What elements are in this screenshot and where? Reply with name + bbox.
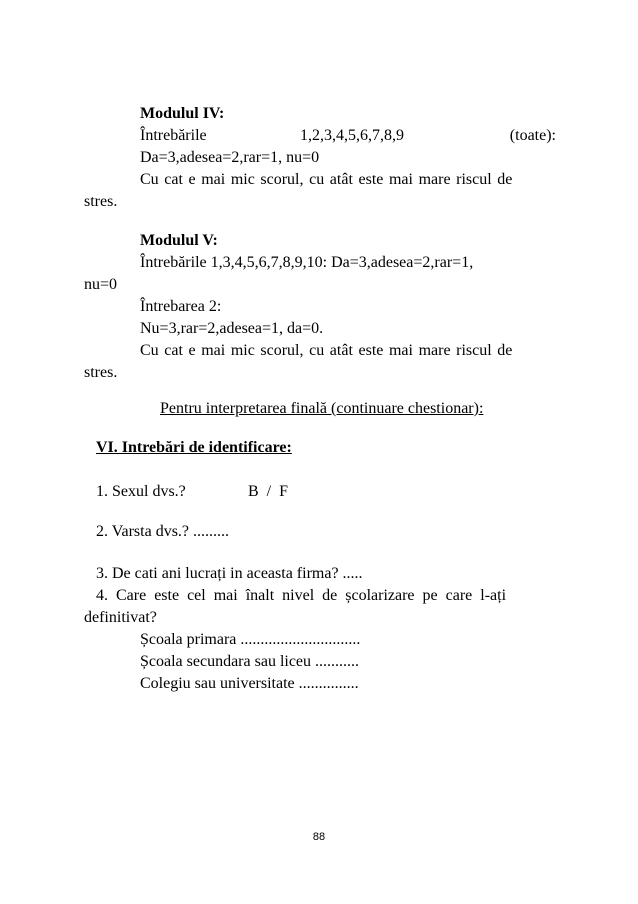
q4-education-line1: 4. Care este cel mai înalt nivel de școlarizare pe care l-ați [96,587,507,604]
q2-age: 2. Varsta dvs.? ......... [96,523,230,540]
modul4-questions-all: (toate): [509,127,556,144]
modul5-title: Modulul V: [140,232,218,249]
modul5-note-line1: Cu cat e mai mic scorul, cu atât este mai mare riscul de [140,342,513,359]
q4-education-line2: definitivat? [84,609,157,626]
modul5-questions-line1: Întrebările 1,3,4,5,6,7,8,9,10: Da=3,adesea=2,rar=1, [140,254,474,271]
modul4-note-line1: Cu cat e mai mic scorul, cu atât este mai mare riscul de [140,171,513,188]
modul4-questions-label: Întrebările [140,127,207,144]
modul4-questions-row [140,125,556,147]
interpretation-heading: Pentru interpretarea finală (continuare chestionar): [160,400,484,417]
q4-option-university: Colegiu sau universitate ............... [140,675,359,692]
q4-option-primary: Școala primara .............................. [140,631,361,648]
modul4-title: Modulul IV: [140,105,225,122]
modul5-note-line2: stres. [84,364,118,381]
q1-options: B / F [248,483,289,500]
modul5-questions-line2: nu=0 [84,276,118,293]
section6-title: VI. Intrebări de identificare: [96,439,292,456]
modul4-scoring: Da=3,adesea=2,rar=1, nu=0 [140,149,320,166]
q1-label: 1. Sexul dvs.? [96,483,186,500]
q3-years-in-company: 3. De cati ani lucrați in aceasta firma? ..... [96,565,363,582]
modul5-question2-scoring: Nu=3,rar=2,adesea=1, da=0. [140,320,324,337]
page-number: 88 [312,831,326,843]
modul5-question2-label: Întrebarea 2: [140,298,222,315]
q4-option-secondary: Școala secundara sau liceu ........... [140,653,360,670]
modul4-questions-items: 1,2,3,4,5,6,7,8,9 [300,127,404,144]
modul4-note-line2: stres. [84,193,118,210]
